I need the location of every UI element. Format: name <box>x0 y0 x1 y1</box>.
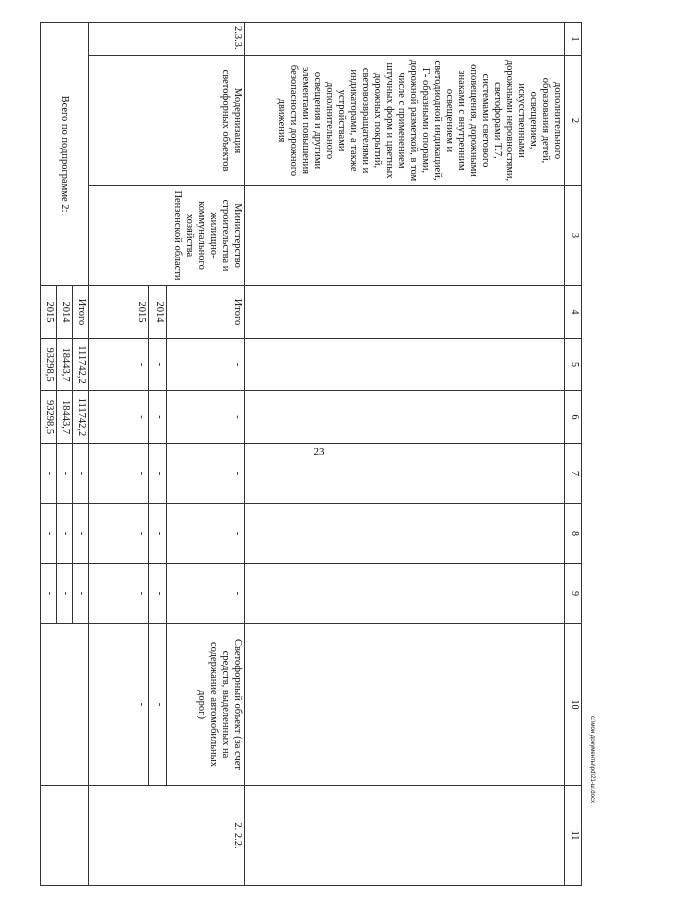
header-col-5: 5 <box>565 339 582 391</box>
total-c9: - <box>73 564 89 624</box>
total-c9: - <box>57 564 73 624</box>
total-c5: 18443,7 <box>57 339 73 391</box>
item-233-executor: Министерство строительства и жилищно-коммунального хозяйства Пензенской области <box>89 186 245 286</box>
header-col-11: 11 <box>565 786 582 886</box>
header-col-8: 8 <box>565 504 582 564</box>
item-233-c5: - <box>167 339 245 391</box>
item-233-c6: - <box>149 391 167 444</box>
item-233-c7: - <box>89 444 149 504</box>
total-c6: 18443,7 <box>57 391 73 444</box>
item-233-result-2014: - <box>149 624 167 786</box>
rotated-table-frame <box>44 22 644 885</box>
total-year: 2014 <box>57 286 73 339</box>
total-c6: 111742,2 <box>73 391 89 444</box>
total-row-itogo <box>73 23 89 886</box>
total-year: Итого <box>73 286 89 339</box>
item-233-c6: - <box>167 391 245 444</box>
item-233-row-total <box>167 23 245 886</box>
total-year: 2015 <box>41 286 57 339</box>
item-233-c9: - <box>149 564 167 624</box>
continued-executor-cell <box>245 186 565 286</box>
header-col-2: 2 <box>565 56 582 186</box>
subprogram-table <box>40 22 582 886</box>
total-code-cell <box>41 786 89 886</box>
total-result-cell <box>41 624 89 786</box>
item-233-name: Модернизация светофорных объектов <box>89 56 245 186</box>
item-233-c8: - <box>167 504 245 564</box>
total-c8: - <box>41 504 57 564</box>
item-233-c5: - <box>149 339 167 391</box>
rotated-table-content <box>44 22 582 885</box>
total-c9: - <box>41 564 57 624</box>
header-col-6: 6 <box>565 391 582 444</box>
header-col-10: 10 <box>565 624 582 786</box>
continued-num-cell <box>245 23 565 56</box>
total-c8: - <box>57 504 73 564</box>
file-path-text: c:\мои документы\pd\21-ш.docx <box>589 716 595 803</box>
header-col-3: 3 <box>565 186 582 286</box>
header-col-9: 9 <box>565 564 582 624</box>
item-233-code: 2. 2.2. <box>89 786 245 886</box>
total-c5: 93298,5 <box>41 339 57 391</box>
item-233-year: Итого <box>167 286 245 339</box>
header-col-7: 7 <box>565 444 582 504</box>
page-number: 23 <box>313 446 325 458</box>
item-233-year: 2014 <box>149 286 167 339</box>
continued-description: дополнительного образования детей, освещением, искусственными дорожными неровностями, светофорами Т.7, системами светового оповещения, дорожными знаками с внутренним освещением и светодиодной индикацией, Г- образными опорами, дорожной разметкой, в том числе с применением штучных форм и цветных дорожных покрытий, световозвращателями и индикаторами, а также устройствами дополнительного освещения и другими элементами повышения безопасности дорожного движения <box>245 56 565 186</box>
item-233-number: 2.3.3. <box>89 23 245 56</box>
header-col-4: 4 <box>565 286 582 339</box>
continued-item-row <box>245 23 565 886</box>
total-c7: - <box>57 444 73 504</box>
item-233-result: Светофорный объект (за счет средств, выделенных на содержание автомобильных дорог) <box>167 624 245 786</box>
item-233-result-2015: - <box>89 624 149 786</box>
item-233-c8: - <box>89 504 149 564</box>
item-233-c7: - <box>167 444 245 504</box>
total-label: Всего по подпрограмме 2: <box>41 23 89 286</box>
total-c7: - <box>73 444 89 504</box>
total-c8: - <box>73 504 89 564</box>
item-233-c8: - <box>149 504 167 564</box>
file-path-footer <box>587 716 597 886</box>
header-col-1: 1 <box>565 23 582 56</box>
item-233-c6: - <box>89 391 149 444</box>
item-233-c7: - <box>149 444 167 504</box>
total-c6: 93298,5 <box>41 391 57 444</box>
item-233-c9: - <box>89 564 149 624</box>
total-c7: - <box>41 444 57 504</box>
item-233-c5: - <box>89 339 149 391</box>
item-233-c9: - <box>167 564 245 624</box>
total-c5: 111742,2 <box>73 339 89 391</box>
item-233-year: 2015 <box>89 286 149 339</box>
header-row <box>565 23 582 886</box>
